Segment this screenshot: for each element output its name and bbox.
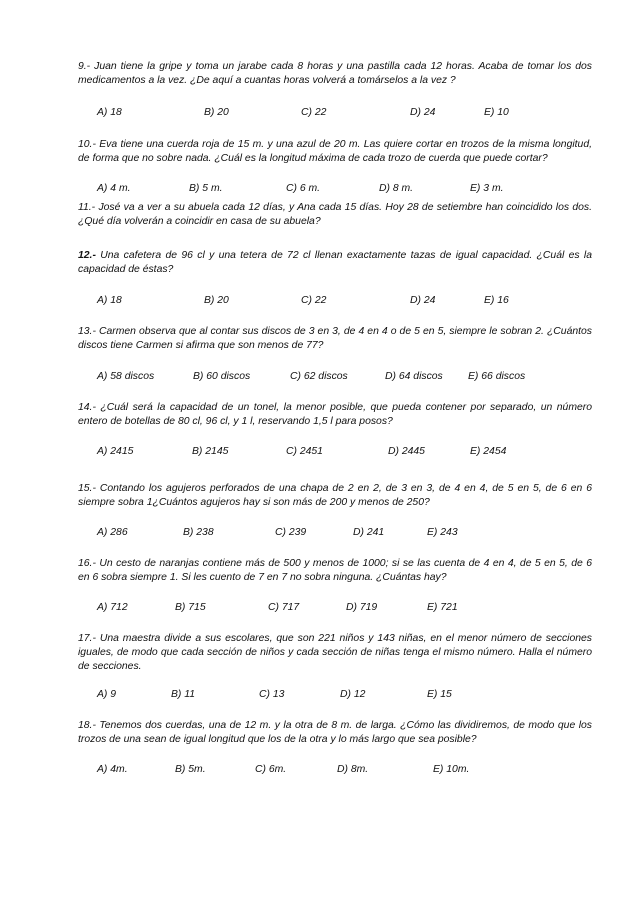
option-c: C) 6 m. [286,183,321,194]
question-15 [78,482,592,510]
option-d: D) 241 [353,527,385,538]
question-9 [78,60,592,88]
option-d: D) 64 discos [385,371,443,382]
option-b: B) 20 [204,107,229,118]
option-d: D) 12 [340,689,366,700]
option-c: C) 13 [259,689,285,700]
options-row [97,106,597,120]
option-d: D) 2445 [388,446,425,457]
option-b: B) 60 discos [193,371,251,382]
question-number: 13.- [78,326,96,337]
question-number: 18.- [78,720,96,731]
option-b: B) 11 [171,689,196,700]
option-a: A) 58 discos [97,371,155,382]
option-e: E) 16 [484,295,509,306]
question-text: Un cesto de naranjas contiene más de 500 y menos de 1000; si se las cuenta de 4 en 4, de 5 en 5, de 6 en 6 sobra siempre 1. Si les cuento de 7 en 7 no sobra ninguna. ¿Cuántas hay? [78,558,593,584]
question-text: Juan tiene la gripe y toma un jarabe cada 8 horas y una pastilla cada 12 horas. Acaba de tomar los dos medicamentos a la vez. ¿De aquí a cuantas horas volverá a tomárselos a la vez ? [78,61,592,87]
option-e: E) 10m. [433,764,470,775]
option-a: A) 712 [97,602,128,613]
option-a: A) 18 [97,295,122,306]
question-14 [78,401,592,429]
option-c: C) 717 [268,602,300,613]
question-number: 11.- [78,202,96,213]
question-13 [78,325,592,353]
option-b: B) 238 [183,527,214,538]
option-b: B) 2145 [192,446,229,457]
question-number: 9.- [78,61,91,72]
option-d: D) 8 m. [379,183,414,194]
question-text: José va a ver a su abuela cada 12 días, y Ana cada 15 días. Hoy 28 de setiembre han coincidido los dos. ¿Qué día volverán a coincidir en casa de su abuela? [78,202,592,228]
option-e: E) 3 m. [470,183,504,194]
option-d: D) 24 [410,107,436,118]
question-text: ¿Cuál será la capacidad de un tonel, la menor posible, que pueda contener por separado, un número entero de botellas de 80 cl, 96 cl, y 1 l, reservando 1,5 l para posos? [78,402,592,428]
option-b: B) 20 [204,295,229,306]
question-12 [78,249,592,277]
options-row [97,688,597,702]
options-row [97,526,597,540]
option-c: C) 62 discos [290,371,348,382]
option-d: D) 8m. [337,764,369,775]
options-row [97,182,597,196]
option-c: C) 2451 [286,446,323,457]
option-e: E) 15 [427,689,452,700]
option-b: B) 715 [175,602,206,613]
question-text: Contando los agujeros perforados de una chapa de 2 en 2, de 3 en 3, de 4 en 4, de 5 en 5, de 6 en 6 siempre sobra 1¿Cuántos agujeros hay si son más de 200 y menos de 250? [78,483,592,509]
question-16 [78,557,592,585]
option-c: C) 239 [275,527,307,538]
option-d: D) 24 [410,295,436,306]
option-b: B) 5m. [175,764,206,775]
question-number: 15.- [78,483,96,494]
question-text: Tenemos dos cuerdas, una de 12 m. y la otra de 8 m. de larga. ¿Cómo las dividiremos, de modo que los trozos de una sean de igual longitud que los de la otra y lo más largo que sea posible? [78,720,592,746]
option-e: E) 66 discos [468,371,526,382]
option-a: A) 4 m. [97,183,131,194]
option-e: E) 2454 [470,446,507,457]
option-e: E) 10 [484,107,509,118]
question-text: Una maestra divide a sus escolares, que son 221 niños y 143 niñas, en el menor número de secciones iguales, de modo que cada sección de niños y cada sección de niñas tenga el mismo número. Halla el número de secciones. [78,633,592,673]
option-c: C) 22 [301,107,327,118]
option-b: B) 5 m. [189,183,223,194]
question-text: Carmen observa que al contar sus discos de 3 en 3, de 4 en 4 o de 5 en 5, siempre le sobran 2. ¿Cuántos discos tiene Carmen si afirma que son menos de 77? [78,326,592,352]
option-e: E) 243 [427,527,458,538]
question-number: 10.- [78,139,96,150]
question-11 [78,201,592,229]
option-a: A) 286 [97,527,128,538]
question-number: 12.- [78,250,96,261]
option-c: C) 22 [301,295,327,306]
option-c: C) 6m. [255,764,287,775]
option-a: A) 18 [97,107,122,118]
question-10 [78,138,592,166]
options-row [97,763,597,777]
question-number: 16.- [78,558,96,569]
options-row [97,294,597,308]
options-row [97,601,597,615]
options-row [97,370,597,384]
option-a: A) 2415 [97,446,134,457]
question-number: 17.- [78,633,96,644]
question-number: 14.- [78,402,96,413]
options-row [97,445,597,459]
question-18 [78,719,592,747]
question-text: Una cafetera de 96 cl y una tetera de 72 cl llenan exactamente tazas de igual capacidad. ¿Cuál es la capacidad de éstas? [78,250,592,276]
option-d: D) 719 [346,602,378,613]
question-17 [78,632,592,675]
option-a: A) 9 [97,689,117,700]
option-a: A) 4m. [97,764,128,775]
question-text: Eva tiene una cuerda roja de 15 m. y una azul de 20 m. Las quiere cortar en trozos de la misma longitud, de forma que no sobre nada. ¿Cuál es la longitud máxima de cada trozo de cuerda que puede cortar? [78,139,592,165]
option-e: E) 721 [427,602,458,613]
